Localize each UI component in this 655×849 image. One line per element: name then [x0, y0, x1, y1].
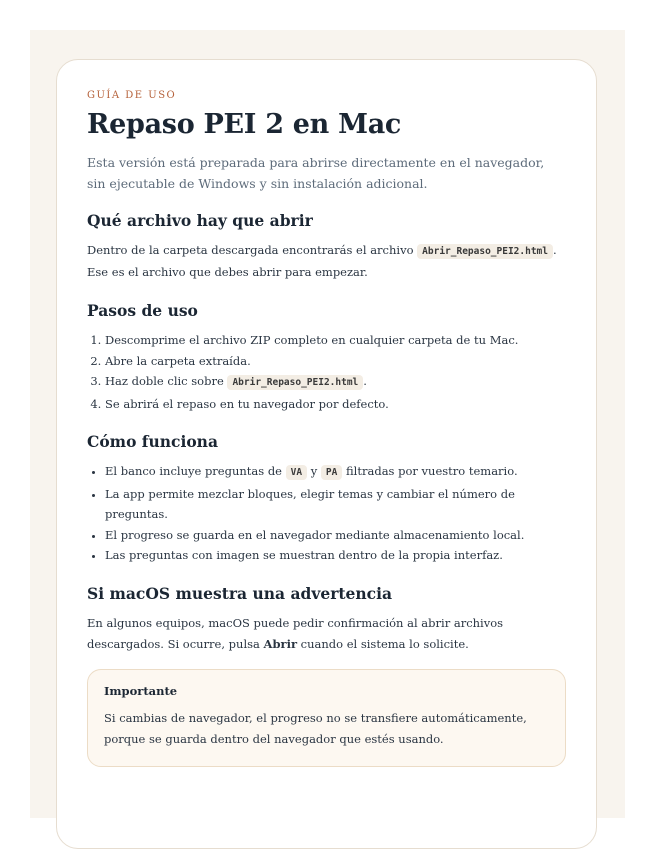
how-list [87, 461, 566, 566]
section-warning-text [87, 613, 566, 655]
text-segment: En algunos equipos, macOS puede pedir confirmación al abrir archivos descargados. Si ocurre, pulsa [87, 615, 504, 651]
section-how-heading: Cómo funciona [87, 432, 218, 451]
guide-card [56, 59, 597, 849]
step-item: 1. Descomprime el archivo ZIP completo en cualquier carpeta de tu Mac. [105, 330, 566, 351]
section-steps-heading: Pasos de uso [87, 301, 198, 320]
step-item: 2. Abre la carpeta extraída. [105, 351, 566, 372]
text-segment: Haz doble clic sobre [105, 374, 228, 388]
list-item: • Las preguntas con imagen se muestran dentro de la propia interfaz. [105, 545, 566, 566]
page-title: Repaso PEI 2 en Mac [87, 109, 402, 140]
text-segment: . [363, 374, 367, 388]
section-file-heading: Qué archivo hay que abrir [87, 211, 313, 230]
step-item: 4. Se abrirá el repaso en tu navegador por defecto. [105, 394, 566, 415]
notice-text: Si cambias de navegador, el progreso no se transfiere automáticamente, porque se guarda dentro del navegador que estés usando. [104, 710, 527, 746]
text-segment: Dentro de la carpeta descargada encontrarás el archivo [87, 243, 418, 257]
eyebrow-label: GUÍA DE USO [87, 90, 177, 101]
notice-title: Importante [104, 683, 178, 698]
filename-code: Abrir_Repaso_PEI2.html [227, 375, 363, 390]
text-segment: El banco incluye preguntas de [105, 464, 286, 478]
lead-paragraph: Esta versión está preparada para abrirse directamente en el navegador, sin ejecutable de Windows y sin instalación adicional. [87, 155, 545, 191]
section-warning-heading: Si macOS muestra una advertencia [87, 583, 393, 603]
steps-list [87, 330, 566, 414]
section-file-text [87, 240, 566, 283]
filename-code: Abrir_Repaso_PEI2.html [417, 244, 553, 259]
list-item [105, 461, 566, 484]
text-segment: filtradas por vuestro temario. [342, 464, 518, 478]
abrir-bold: Abrir [263, 636, 297, 651]
page-background [30, 30, 625, 818]
text-segment: y [307, 464, 321, 478]
va-code: VA [286, 465, 307, 480]
text-segment: cuando el sistema lo solicite. [297, 636, 469, 651]
text-segment: . Ese es el archivo que debes abrir para empezar. [87, 243, 557, 279]
step-item [105, 371, 566, 394]
list-item: • La app permite mezclar bloques, elegir temas y cambiar el número de preguntas. [105, 484, 566, 525]
list-item: • El progreso se guarda en el navegador mediante almacenamiento local. [105, 525, 566, 546]
pa-code: PA [321, 465, 342, 480]
important-notice [87, 669, 566, 767]
